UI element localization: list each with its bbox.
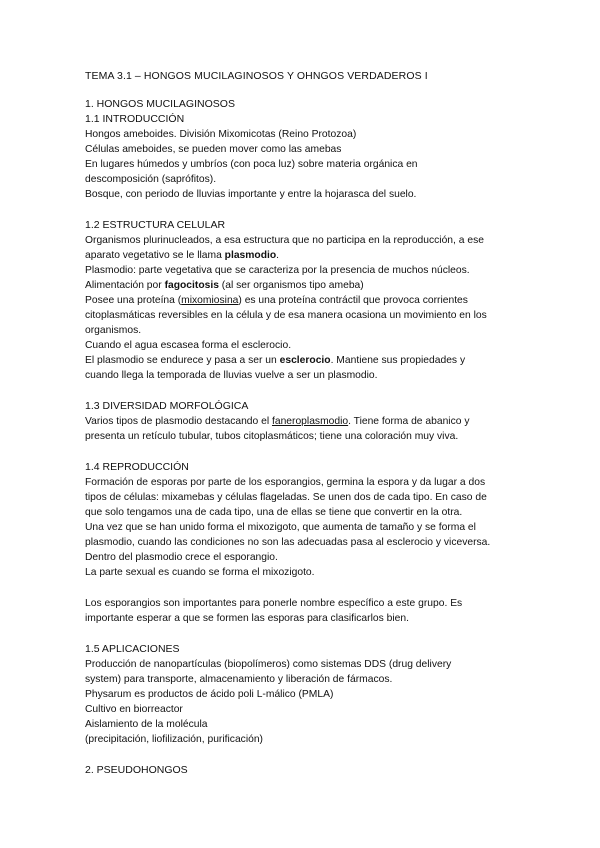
text-line: Una vez que se han unido forma el mixozigoto, que aumenta de tamaño y se forma el <box>85 522 476 533</box>
term-mixomiosina: mixomiosina <box>181 295 239 306</box>
text-line: organismos. <box>85 325 142 336</box>
text-line: Organismos plurinucleados, a esa estructura que no participa en la reproducción, a ese <box>85 235 484 246</box>
document-title: TEMA 3.1 – HONGOS MUCILAGINOSOS Y OHNGOS VERDADEROS I <box>85 70 428 82</box>
text-line: cuando llega la temporada de lluvias vuelve a ser un plasmodio. <box>85 370 378 381</box>
text-line: Bosque, con periodo de lluvias importante y entre la hojarasca del suelo. <box>85 189 417 200</box>
reproduccion-heading: 1.4 REPRODUCCIÓN <box>85 461 189 473</box>
text-line: Varios tipos de plasmodio destacando el faneroplasmodio. Tiene forma de abanico y <box>85 416 470 427</box>
estructura-paragraph <box>85 233 525 383</box>
text-line: tipos de células: mixamebas y células flageladas. Se unen dos de cada tipo. En caso de <box>85 492 487 503</box>
esporangios-paragraph <box>85 596 525 626</box>
text-line: system) para transporte, almacenamiento y liberación de fármacos. <box>85 674 393 685</box>
document-page <box>85 70 525 778</box>
text-line: Dentro del plasmodio crece el esporangio. <box>85 552 278 563</box>
text-line: presenta un retículo tubular, tubos citoplasmáticos; tiene una coloración muy viva. <box>85 431 459 442</box>
text-line: Plasmodio: parte vegetativa que se caracteriza por la presencia de muchos núcleos. <box>85 265 470 276</box>
text-line: importante esperar a que se formen las esporas para clasificarlos bien. <box>85 613 409 624</box>
estructura-heading: 1.2 ESTRUCTURA CELULAR <box>85 219 226 231</box>
text-line: En lugares húmedos y umbríos (con poca luz) sobre materia orgánica en <box>85 159 418 170</box>
aplicaciones-heading: 1.5 APLICACIONES <box>85 643 180 655</box>
intro-heading: 1.1 INTRODUCCIÓN <box>85 113 185 125</box>
text-line: (precipitación, liofilización, purificación) <box>85 734 263 745</box>
term-fagocitosis: fagocitosis <box>164 280 219 291</box>
text-line: aparato vegetativo se le llama plasmodio. <box>85 250 280 261</box>
text-line: plasmodio, cuando las condiciones no son las adecuadas pasa al esclerocio y viceversa. <box>85 537 491 548</box>
text-line: Producción de nanopartículas (biopolímeros) como sistemas DDS (drug delivery <box>85 659 452 670</box>
text-line: Alimentación por fagocitosis (al ser organismos tipo ameba) <box>85 280 364 291</box>
text-line: citoplasmáticas reversibles en la célula y de esa manera ocasiona un movimiento en los <box>85 310 487 321</box>
text-line: Los esporangios son importantes para ponerle nombre específico a este grupo. Es <box>85 598 463 609</box>
text-line: La parte sexual es cuando se forma el mixozigoto. <box>85 567 315 578</box>
text-line: Cultivo en biorreactor <box>85 704 183 715</box>
text-line: Células ameboides, se pueden mover como las amebas <box>85 144 342 155</box>
text-line: Hongos ameboides. División Mixomicotas (Reino Protozoa) <box>85 129 357 140</box>
diversidad-heading: 1.3 DIVERSIDAD MORFOLÓGICA <box>85 400 249 412</box>
aplicaciones-paragraph <box>85 657 525 747</box>
section-2-heading: 2. PSEUDOHONGOS <box>85 764 188 776</box>
section-1-heading: 1. HONGOS MUCILAGINOSOS <box>85 98 235 110</box>
term-esclerocio: esclerocio <box>279 355 331 366</box>
reproduccion-paragraph <box>85 475 525 580</box>
text-line: Cuando el agua escasea forma el esclerocio. <box>85 340 292 351</box>
text-line: descomposición (saprófitos). <box>85 174 217 185</box>
term-plasmodio: plasmodio <box>224 250 277 261</box>
text-line: que solo tengamos una de cada tipo, una de ellas se tiene que convertir en la otra. <box>85 507 463 518</box>
text-line: Formación de esporas por parte de los esporangios, germina la espora y da lugar a dos <box>85 477 486 488</box>
text-line: Aislamiento de la molécula <box>85 719 208 730</box>
text-line: Physarum es productos de ácido poli L-málico (PMLA) <box>85 689 334 700</box>
text-line: Posee una proteína (mixomiosina) es una proteína contráctil que provoca corrientes <box>85 295 468 306</box>
text-line: El plasmodio se endurece y pasa a ser un esclerocio. Mantiene sus propiedades y <box>85 355 466 366</box>
diversidad-paragraph <box>85 414 525 444</box>
intro-paragraph <box>85 127 525 202</box>
term-faneroplasmodio: faneroplasmodio <box>271 416 349 427</box>
